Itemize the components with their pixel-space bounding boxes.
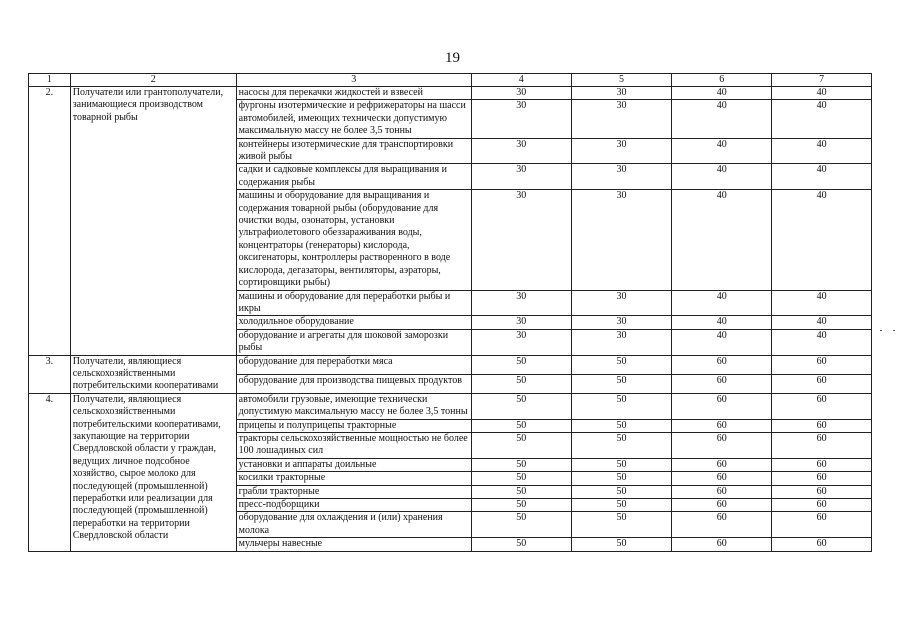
equipment-item: фургоны изотермические и рефрижераторы на шасси автомобилей, имеющих технически допустимую максимальную массу не более 3,5 тонны	[236, 100, 471, 138]
equipment-item: садки и садковые комплексы для выращивания и содержания рыбы	[236, 164, 471, 190]
rate-value-c7: 40	[772, 316, 872, 329]
rate-value-c7: 60	[772, 538, 872, 551]
rate-value-c7: 60	[772, 355, 872, 374]
equipment-item: контейнеры изотермические для транспортировки живой рыбы	[236, 138, 471, 164]
rate-value-c7: 40	[772, 190, 872, 290]
rate-value-c5: 50	[571, 432, 672, 458]
equipment-item: прицепы и полуприцепы тракторные	[236, 419, 471, 432]
equipment-item: мульчеры навесные	[236, 538, 471, 551]
rate-value-c6: 60	[672, 512, 772, 538]
rate-value-c4: 30	[471, 100, 571, 138]
equipment-subsidy-table	[28, 73, 872, 552]
rate-value-c6: 40	[672, 290, 772, 316]
rate-value-c5: 30	[571, 329, 672, 355]
rate-value-c4: 30	[471, 190, 571, 290]
rate-value-c6: 60	[672, 458, 772, 471]
rate-value-c4: 50	[471, 472, 571, 485]
rate-value-c4: 50	[471, 419, 571, 432]
rate-value-c6: 60	[672, 485, 772, 498]
equipment-item: насосы для перекачки жидкостей и взвесей	[236, 87, 471, 100]
rate-value-c7: 60	[772, 458, 872, 471]
rate-value-c6: 60	[672, 393, 772, 419]
column-header: 6	[672, 74, 772, 87]
recipient-category: Получатели, являющиеся сельскохозяйственными потребительскими кооперативами	[70, 355, 236, 393]
rate-value-c4: 30	[471, 316, 571, 329]
rate-value-c7: 60	[772, 419, 872, 432]
rate-value-c5: 50	[571, 393, 672, 419]
table-row	[29, 393, 872, 419]
rate-value-c5: 30	[571, 290, 672, 316]
rate-value-c7: 60	[772, 374, 872, 393]
recipient-category: Получатели или грантополучатели, занимающиеся производством товарной рыбы	[70, 87, 236, 356]
rate-value-c6: 60	[672, 419, 772, 432]
rate-value-c7: 40	[772, 290, 872, 316]
group-number: 2.	[29, 87, 71, 356]
rate-value-c7: 40	[772, 329, 872, 355]
rate-value-c4: 50	[471, 538, 571, 551]
table-row	[29, 355, 872, 374]
equipment-item: холодильное оборудование	[236, 316, 471, 329]
equipment-item: косилки тракторные	[236, 472, 471, 485]
equipment-item: тракторы сельскохозяйственные мощностью не более 100 лошадиных сил	[236, 432, 471, 458]
rate-value-c5: 30	[571, 87, 672, 100]
rate-value-c7: 60	[772, 393, 872, 419]
rate-value-c4: 50	[471, 432, 571, 458]
rate-value-c5: 50	[571, 538, 672, 551]
rate-value-c5: 50	[571, 419, 672, 432]
rate-value-c6: 60	[672, 538, 772, 551]
rate-value-c6: 60	[672, 472, 772, 485]
equipment-item: пресс-подборщики	[236, 499, 471, 512]
rate-value-c4: 50	[471, 393, 571, 419]
column-header: 4	[471, 74, 571, 87]
page-number: 19	[445, 50, 460, 66]
rate-value-c5: 30	[571, 100, 672, 138]
group-number: 3.	[29, 355, 71, 393]
rate-value-c7: 40	[772, 87, 872, 100]
rate-value-c5: 50	[571, 499, 672, 512]
table-row	[29, 87, 872, 100]
rate-value-c7: 40	[772, 100, 872, 138]
rate-value-c4: 50	[471, 485, 571, 498]
equipment-item: автомобили грузовые, имеющие технически допустимую максимальную массу не более 3,5 тонны	[236, 393, 471, 419]
rate-value-c5: 50	[571, 458, 672, 471]
equipment-item: оборудование и агрегаты для шоковой заморозки рыбы	[236, 329, 471, 355]
recipient-category: Получатели, являющиеся сельскохозяйственными потребительскими кооперативами, закупающие на территории Свердловской области у граждан, ведущих личное подсобное хозяйство, сырое молоко для последующей (промышленной) переработки или реализации для последующей (промышленной) переработки на территории Свердловской области	[70, 393, 236, 551]
rate-value-c4: 30	[471, 138, 571, 164]
equipment-item: машины и оборудование для переработки рыбы и икры	[236, 290, 471, 316]
rate-value-c4: 30	[471, 87, 571, 100]
rate-value-c5: 30	[571, 316, 672, 329]
column-number-row	[29, 74, 872, 87]
equipment-item: оборудование для производства пищевых продуктов	[236, 374, 471, 393]
rate-value-c4: 30	[471, 290, 571, 316]
equipment-item: оборудование для охлаждения и (или) хранения молока	[236, 512, 471, 538]
column-header: 5	[571, 74, 672, 87]
equipment-item: грабли тракторные	[236, 485, 471, 498]
rate-value-c6: 40	[672, 164, 772, 190]
rate-value-c5: 50	[571, 512, 672, 538]
column-header: 2	[70, 74, 236, 87]
rate-value-c6: 40	[672, 138, 772, 164]
rate-value-c4: 50	[471, 458, 571, 471]
rate-value-c6: 60	[672, 374, 772, 393]
rate-value-c5: 50	[571, 485, 672, 498]
rate-value-c6: 60	[672, 355, 772, 374]
rate-value-c5: 50	[571, 374, 672, 393]
equipment-item: оборудование для переработки мяса	[236, 355, 471, 374]
rate-value-c4: 30	[471, 329, 571, 355]
rate-value-c5: 30	[571, 190, 672, 290]
rate-value-c4: 50	[471, 499, 571, 512]
group-number: 4.	[29, 393, 71, 551]
column-header: 1	[29, 74, 71, 87]
rate-value-c7: 40	[772, 164, 872, 190]
rate-value-c4: 50	[471, 512, 571, 538]
rate-value-c7: 60	[772, 472, 872, 485]
rate-value-c6: 40	[672, 100, 772, 138]
rate-value-c4: 30	[471, 164, 571, 190]
rate-value-c7: 60	[772, 512, 872, 538]
column-header: 3	[236, 74, 471, 87]
rate-value-c5: 50	[571, 472, 672, 485]
rate-value-c5: 30	[571, 164, 672, 190]
column-header: 7	[772, 74, 872, 87]
scan-speck	[880, 330, 882, 331]
equipment-item: машины и оборудование для выращивания и содержания товарной рыбы (оборудование для очистки воды, озонаторы, установки ультрафиолетового обеззараживания воды, концентраторы (генераторы) кислорода, оксигенаторы, контроллеры растворенного в воде кислорода, дегазаторы, вентиляторы, аэраторы, сортировщики рыбы)	[236, 190, 471, 290]
rate-value-c6: 60	[672, 499, 772, 512]
rate-value-c6: 60	[672, 432, 772, 458]
rate-value-c5: 30	[571, 138, 672, 164]
rate-value-c4: 50	[471, 374, 571, 393]
rate-value-c7: 60	[772, 432, 872, 458]
rate-value-c7: 40	[772, 138, 872, 164]
rate-value-c6: 40	[672, 316, 772, 329]
rate-value-c7: 60	[772, 485, 872, 498]
rate-value-c6: 40	[672, 190, 772, 290]
rate-value-c6: 40	[672, 87, 772, 100]
rate-value-c7: 60	[772, 499, 872, 512]
rate-value-c6: 40	[672, 329, 772, 355]
rate-value-c4: 50	[471, 355, 571, 374]
scan-speck	[893, 330, 895, 331]
equipment-item: установки и аппараты доильные	[236, 458, 471, 471]
rate-value-c5: 50	[571, 355, 672, 374]
